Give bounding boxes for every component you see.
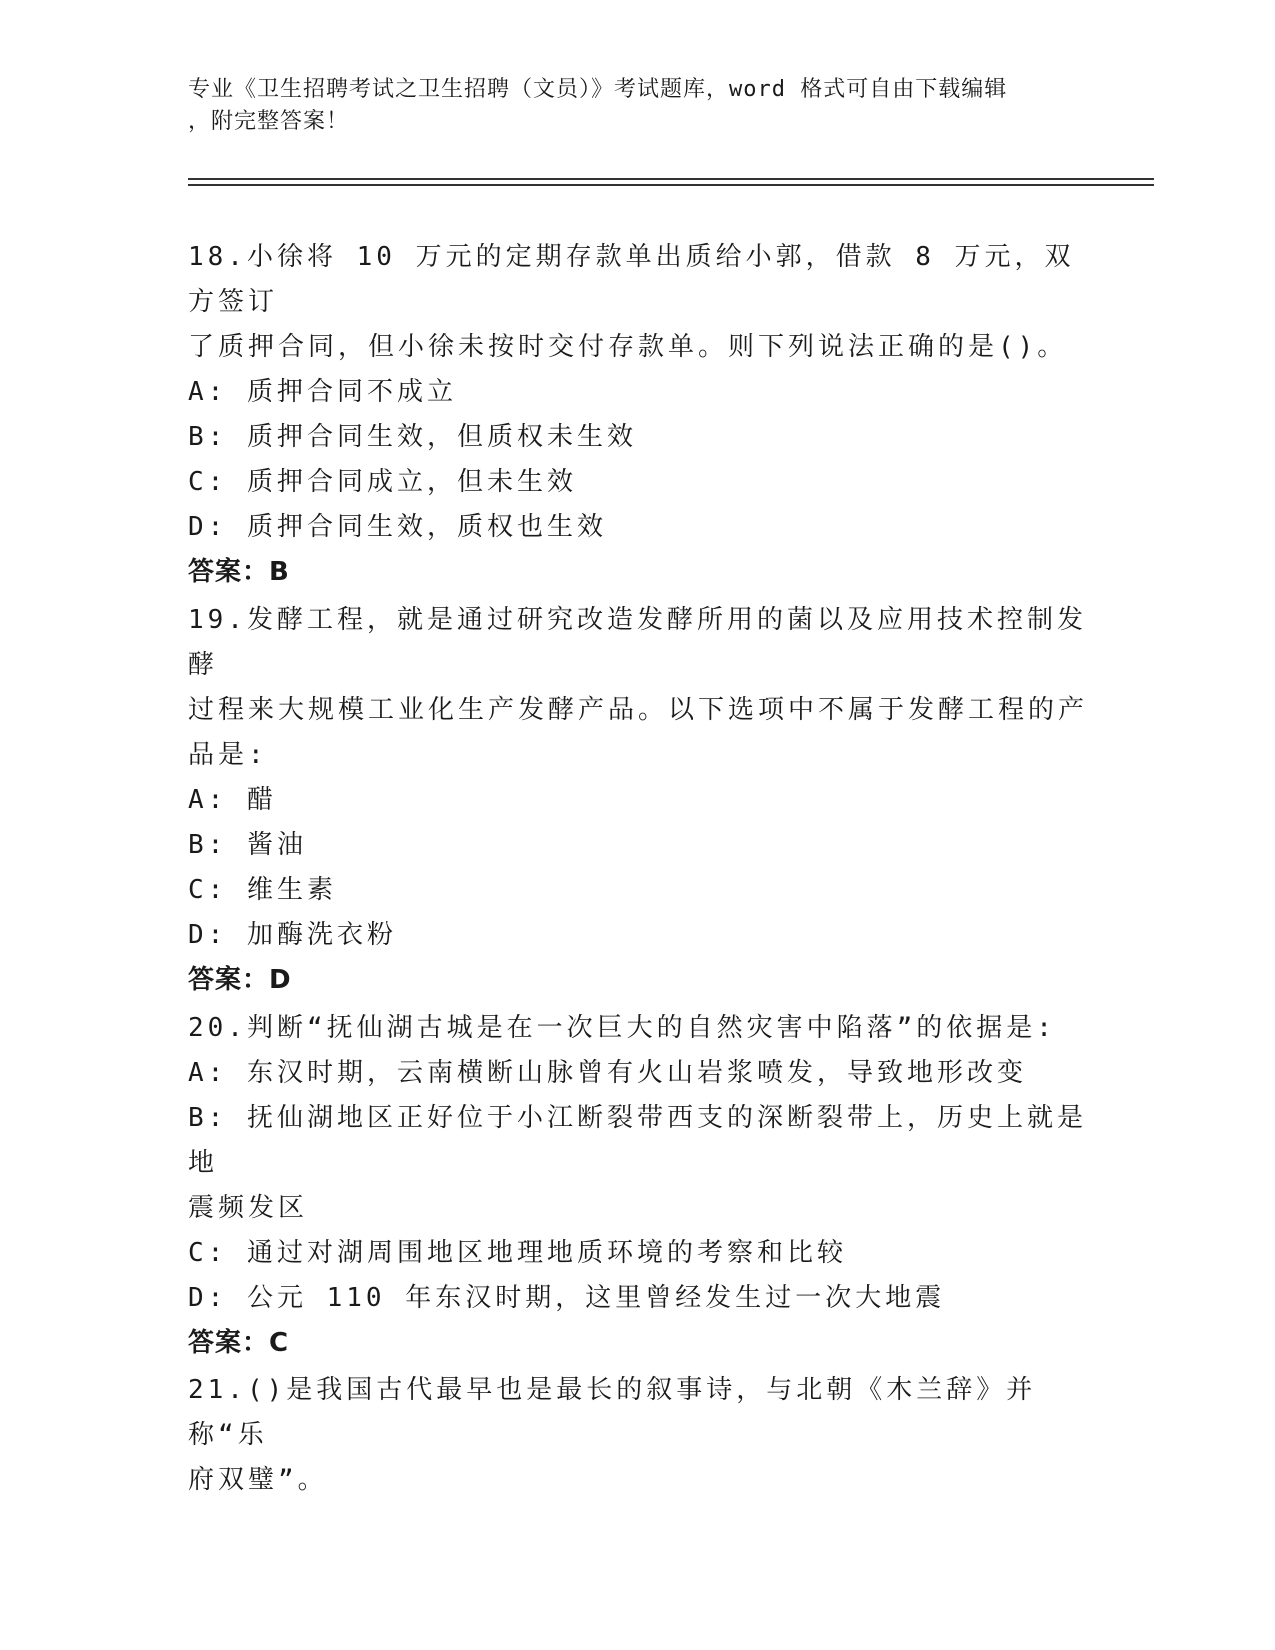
option-b: B: 抚仙湖地区正好位于小江断裂带西支的深断裂带上，历史上就是地	[188, 1103, 1087, 1178]
option-b: B: 质押合同生效，但质权未生效	[188, 422, 637, 452]
answer-label: 答案：B	[188, 557, 290, 587]
option-d: D: 加酶洗衣粉	[188, 920, 397, 950]
header-divider-top	[188, 178, 1154, 180]
option-a: A: 东汉时期，云南横断山脉曾有火山岩浆喷发，导致地形改变	[188, 1058, 1027, 1088]
option-a: A: 醋	[188, 785, 277, 815]
question-stem-line: 20.判断“抚仙湖古城是在一次巨大的自然灾害中陷落”的依据是:	[188, 1013, 1056, 1043]
option-d: D: 公元 110 年东汉时期，这里曾经发生过一次大地震	[188, 1283, 946, 1313]
question-20	[188, 1006, 1088, 1366]
answer-label: 答案：C	[188, 1328, 290, 1358]
option-c: C: 维生素	[188, 875, 337, 905]
question-18	[188, 235, 1088, 595]
option-b: B: 酱油	[188, 830, 307, 860]
question-stem-line: 品是:	[188, 740, 268, 770]
option-d: D: 质押合同生效，质权也生效	[188, 512, 607, 542]
question-19	[188, 598, 1088, 1003]
option-a: A: 质押合同不成立	[188, 377, 457, 407]
question-stem-line: 过程来大规模工业化生产发酵产品。以下选项中不属于发酵工程的产	[188, 695, 1089, 725]
option-c: C: 质押合同成立，但未生效	[188, 467, 577, 497]
document-header	[188, 74, 1088, 138]
header-line-2: ，附完整答案！	[188, 109, 350, 134]
header-line-1: 专业《卫生招聘考试之卫生招聘（文员）》考试题库，word 格式可自由下载编辑	[188, 77, 1008, 102]
question-stem-line: 18.小徐将 10 万元的定期存款单出质给小郭，借款 8 万元，双方签订	[188, 242, 1075, 317]
answer-label: 答案：D	[188, 965, 292, 995]
header-divider-bottom	[188, 184, 1154, 186]
question-stem-line: 21.()是我国古代最早也是最长的叙事诗，与北朝《木兰辞》并称“乐	[188, 1375, 1037, 1450]
question-stem-line: 19.发酵工程，就是通过研究改造发酵所用的菌以及应用技术控制发酵	[188, 605, 1087, 680]
option-c: C: 通过对湖周围地区地理地质环境的考察和比较	[188, 1238, 847, 1268]
question-21	[188, 1368, 1088, 1503]
question-stem-line: 了质押合同，但小徐未按时交付存款单。则下列说法正确的是()。	[188, 332, 1068, 362]
question-stem-line: 府双璧”。	[188, 1465, 328, 1495]
option-b-continued: 震频发区	[188, 1193, 309, 1223]
